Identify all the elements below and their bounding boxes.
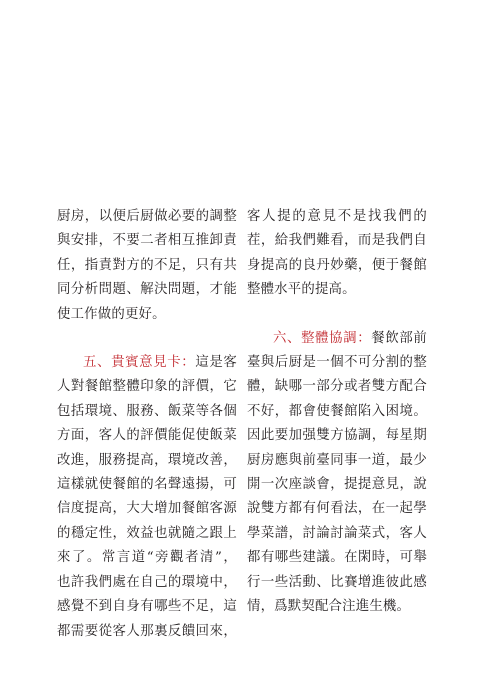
- text-line: 厨房應與前臺同事一道，最少: [247, 452, 427, 468]
- right-paragraph-continuation: [247, 205, 427, 303]
- text-line: 來了。常言道“旁觀者清”，: [57, 550, 237, 566]
- text-line: 學菜譜，討論討論菜式，客人: [247, 525, 427, 541]
- text-line: 都有哪些建議。在閑時，可舉: [247, 550, 427, 566]
- text-line: 開一次座談會，提提意見，說: [247, 477, 427, 493]
- text-line: 感覺不到自身有哪些不足，這: [57, 599, 237, 615]
- paragraph-gap: [247, 303, 427, 327]
- text-line: 也許我們處在自己的環境中，: [57, 574, 237, 590]
- text-line: 因此要加强雙方協調，每星期: [247, 428, 427, 444]
- text-line: 體，缺哪一部分或者雙方配合: [247, 379, 427, 395]
- text-line: 情，爲默契配合注進生機。: [247, 599, 411, 615]
- text-line: 客人提的意見不是找我們的: [247, 209, 427, 224]
- text-line: 厨房，以便后厨做必要的調整: [57, 209, 237, 224]
- text-line: 都需要從客人那裏反饋回來，: [57, 623, 237, 639]
- section-heading: 六、整體協調：: [273, 330, 372, 346]
- text-line: 信度提高，大大增加餐館客源: [57, 501, 237, 517]
- right-column: [247, 205, 427, 620]
- paragraph-gap: [57, 327, 237, 351]
- text-line: 不好，都會使餐館陷入困境。: [247, 403, 427, 419]
- text-line: 身提高的良丹妙藥，便于餐館: [247, 257, 427, 273]
- text-line: 的穩定性，效益也就隨之跟上: [57, 525, 237, 541]
- text-line: 同分析問題、解決問題，才能: [57, 282, 237, 298]
- text-line: 這樣就使餐館的名聲遠揚，可: [57, 477, 237, 493]
- text-line: 人對餐館整體印象的評價，它: [57, 379, 237, 395]
- section-five-paragraph: [57, 351, 237, 644]
- text-line: 說雙方都有何看法，在一起學: [247, 501, 427, 517]
- section-heading-line: [247, 327, 427, 351]
- text-line: 與安排，不要二者相互推卸責: [57, 233, 237, 249]
- text-line: 行一些活動、比賽增進彼此感: [247, 574, 427, 590]
- text-line: 方面，客人的評價能促使飯菜: [57, 428, 237, 444]
- text-line: 任，指責對方的不足，只有共: [57, 257, 237, 273]
- left-paragraph-continuation: [57, 205, 237, 327]
- section-six-paragraph: [247, 327, 427, 620]
- section-heading-line: [57, 351, 237, 375]
- heading-line-text: 餐飲部前: [371, 330, 427, 346]
- text-line: 使工作做的更好。: [57, 306, 166, 322]
- section-heading: 五、貴賓意見卡：: [83, 355, 196, 371]
- text-line: 包括環境、服務、飯菜等各個: [57, 403, 237, 419]
- text-line: 整體水平的提高。: [247, 282, 356, 298]
- text-line: 改進，服務提高，環境改善，: [57, 452, 237, 468]
- text-line: 臺與后厨是一個不可分割的整: [247, 355, 427, 371]
- text-line: 茬，給我們難看，而是我們自: [247, 233, 427, 249]
- left-column: [57, 205, 237, 644]
- heading-line-text: 這是客: [195, 355, 237, 371]
